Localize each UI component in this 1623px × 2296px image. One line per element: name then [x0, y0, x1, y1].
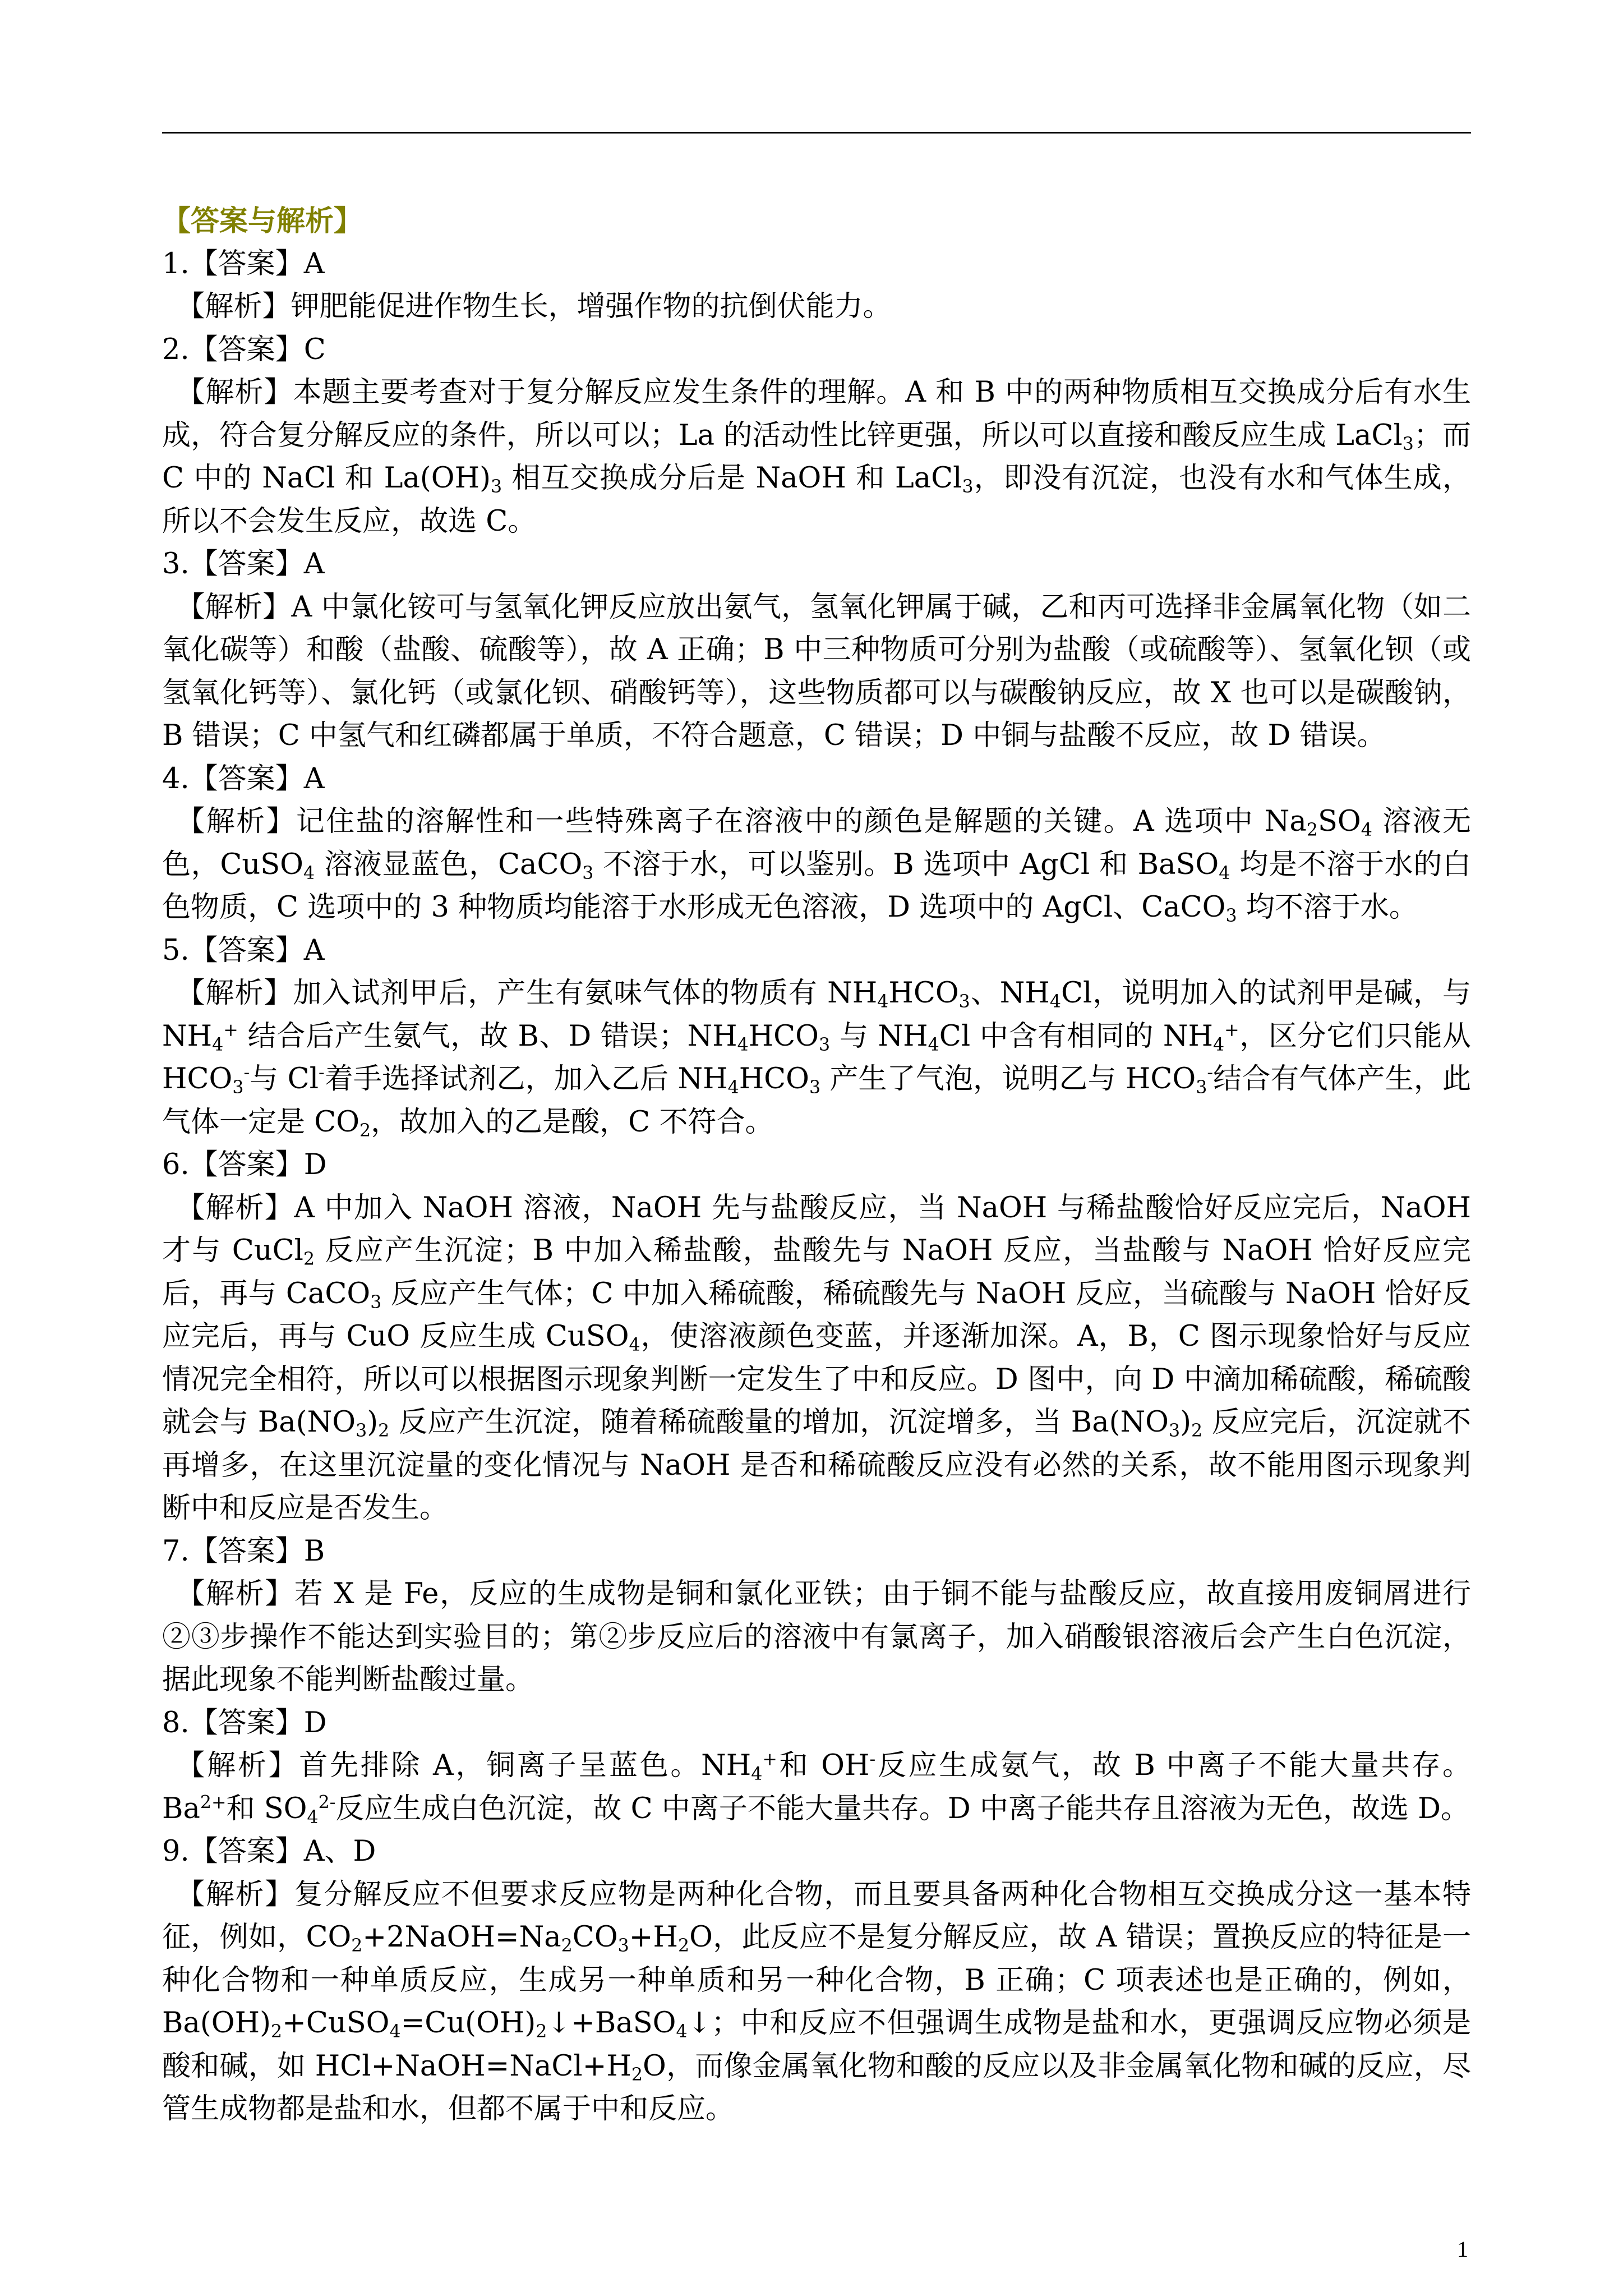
text-run: ↓+BaSO: [547, 2007, 676, 2040]
text-run: ↓；中和反应不但强调生成物是盐和水，更强调反应物必须是酸和碱，如 HCl+NaOH=NaCl+H: [162, 2007, 1471, 2083]
subscript: 4: [629, 1335, 640, 1355]
text-run: 均是不溶于水的白色物质，C 选项中的 3 种物质均能溶于水形成无色溶液，D 选项中的 AgCl、CaCO: [162, 848, 1471, 924]
text-run: ，故加入的乙是酸，C 不符合。: [371, 1105, 774, 1139]
text-run: ): [367, 1406, 379, 1439]
text-run: Cl，说明加入的试剂甲是碱，与 NH: [162, 977, 1471, 1053]
superscript: +: [762, 1749, 777, 1770]
text-run: HCO: [888, 977, 959, 1010]
subscript: 4: [676, 2021, 688, 2042]
answer-line: [162, 543, 1471, 586]
answer-item: [162, 930, 1471, 1144]
subscript: 3: [617, 1935, 629, 1956]
subscript: 2: [631, 2064, 643, 2085]
analysis-label: 【解析】: [176, 1191, 294, 1225]
subscript: 4: [389, 2021, 401, 2042]
page-number: 1: [1457, 2237, 1468, 2262]
text-run: 反应产生气体；C 中加入稀硫酸，稀硫酸先与 NaOH 反应，当硫酸与 NaOH 恰好反应完后，再与 CuO 反应生成 CuSO: [162, 1277, 1471, 1353]
text-run: HCO: [748, 1019, 819, 1053]
answer-label: 【答案】: [189, 933, 304, 967]
subscript: 4: [737, 1034, 749, 1055]
subscript: 3: [1225, 905, 1237, 926]
analysis-paragraph: [162, 1573, 1471, 1702]
analysis-label: 【解析】: [176, 805, 296, 838]
subscript: 3: [232, 1077, 244, 1098]
analysis-paragraph: [162, 800, 1471, 930]
answer-value: C: [303, 333, 326, 366]
analysis-label: 【解析】: [176, 376, 293, 409]
superscript: +: [1224, 1020, 1239, 1041]
subscript: 4: [751, 1764, 763, 1784]
text-run: +2NaOH=Na: [362, 1921, 561, 1954]
analysis-label: 【解析】: [176, 290, 291, 323]
analysis-label: 【解析】: [176, 1577, 294, 1611]
text-run: Cl 中含有相同的 NH: [939, 1019, 1214, 1053]
superscript: -: [1207, 1062, 1213, 1083]
text-run: A 中氯化铵可与氢氧化钾反应放出氨气，氢氧化钾属于碱，乙和丙可选择非金属氧化物（如二氧化碳等）和酸（盐酸、硫酸等），故 A 正确；B 中三种物质可分别为盐酸（或硫酸等）、氢氧化钡（或氢氧化钙等）、氯化钙（或氯化钡、硝酸钙等），这些物质都可以与碳酸钠反应，故 X 也可以是碳酸钠，B 错误；C 中氢气和红磷都属于单质，不符合题意，C 错误；D 中铜与盐酸不反应，故 D 错误。: [162, 590, 1471, 752]
subscript: 2: [270, 2021, 283, 2042]
subscript: 2: [1191, 1420, 1203, 1441]
subscript: 4: [303, 863, 315, 884]
subscript: 2: [536, 2021, 547, 2042]
answer-item: [162, 243, 1471, 329]
answer-label: 【答案】: [189, 1148, 304, 1181]
analysis-paragraph: [162, 1745, 1471, 1830]
analysis-paragraph: [162, 371, 1471, 543]
subscript: 2: [378, 1420, 390, 1441]
answer-label: 【答案】: [189, 547, 304, 581]
answer-line: [162, 1530, 1471, 1573]
answer-label: 【答案】: [189, 1706, 304, 1740]
section-title: 【答案与解析】: [162, 204, 363, 238]
subscript: 3: [1168, 1420, 1181, 1441]
subscript: 3: [582, 863, 594, 884]
answer-line: [162, 930, 1471, 973]
subscript: 3: [1196, 1077, 1207, 1098]
subscript: 2: [359, 1120, 371, 1141]
answer-line: [162, 1144, 1471, 1187]
text-run: 记住盐的溶解性和一些特殊离子在溶液中的颜色是解题的关键。A 选项中 Na: [296, 805, 1307, 838]
text-run: 结合有气体产生，此气体一定是 CO: [162, 1062, 1471, 1139]
analysis-paragraph: [162, 1187, 1471, 1530]
answer-label: 【答案】: [189, 1534, 304, 1568]
answer-value: A: [303, 762, 325, 795]
answer-line: [162, 243, 1471, 286]
answer-label: 【答案】: [189, 762, 304, 795]
subscript: 4: [877, 991, 889, 1012]
answer-section: [162, 200, 1471, 2131]
text-run: ，即没有沉淀，也没有水和气体生成，所以不会发生反应，故选 C。: [162, 462, 1471, 538]
answer-item: [162, 543, 1471, 758]
analysis-paragraph: [162, 586, 1471, 758]
item-number: 1.: [162, 247, 190, 280]
text-run: 反应产生沉淀；B 中加入稀盐酸，盐酸先与 NaOH 反应，当盐酸与 NaOH 恰好反应完后，再与 CaCO: [162, 1234, 1472, 1310]
text-run: 溶液无色，CuSO: [162, 805, 1471, 881]
text-run: 相互交换成分后是 NaOH 和 LaCl: [502, 462, 962, 495]
text-run: 和 SO: [226, 1792, 307, 1825]
subscript: 3: [819, 1034, 831, 1055]
answer-item: [162, 1830, 1471, 2131]
subscript: 2: [1306, 820, 1318, 840]
answer-value: A、D: [303, 1835, 376, 1868]
item-number: 3.: [162, 547, 190, 581]
text-run: 结合后产生氨气，故 B、D 错误；NH: [238, 1019, 737, 1053]
subscript: 4: [212, 1034, 224, 1055]
answer-label: 【答案】: [189, 333, 304, 366]
text-run: 反应完后，沉淀就不再增多，在这里沉淀量的变化情况与 NaOH 是否和稀硫酸反应没有必然的关系，故不能用图示现象判断中和反应是否发生。: [162, 1406, 1471, 1525]
answer-item: [162, 1702, 1471, 1831]
text-run: 、NH: [970, 977, 1050, 1010]
text-run: 若 X 是 Fe，反应的生成物是铜和氯化亚铁；由于铜不能与盐酸反应，故直接用废铜屑进行②③步操作不能达到实验目的；第②步反应后的溶液中有氯离子，加入硝酸银溶液后会产生白色沉淀，据此现象不能判断盐酸过量。: [162, 1577, 1471, 1696]
text-run: ；而 C 中的 NaCl 和 La(OH): [162, 418, 1471, 495]
answer-item: [162, 329, 1471, 544]
analysis-paragraph: [162, 972, 1471, 1144]
answer-label: 【答案】: [189, 1835, 304, 1868]
subscript: 3: [1402, 434, 1414, 454]
item-number: 8.: [162, 1706, 190, 1740]
subscript: 3: [356, 1420, 367, 1441]
text-run: 均不溶于水。: [1237, 891, 1418, 924]
text-run: A 中加入 NaOH 溶液，NaOH 先与盐酸反应，当 NaOH 与稀盐酸恰好反应完后，NaOH 才与 CuCl: [162, 1191, 1471, 1267]
superscript: 2-: [318, 1792, 336, 1813]
subscript: 4: [307, 1807, 319, 1828]
analysis-label: 【解析】: [176, 977, 293, 1010]
answer-value: D: [303, 1706, 327, 1740]
text-run: 与 NH: [830, 1019, 928, 1053]
text-run: 和 OH: [777, 1749, 870, 1782]
text-run: ，区分它们只能从 HCO: [162, 1019, 1471, 1096]
subscript: 2: [351, 1935, 363, 1956]
answer-list: [162, 243, 1471, 2131]
answer-value: A: [303, 933, 325, 967]
analysis-label: 【解析】: [176, 1749, 299, 1782]
text-run: ): [1180, 1406, 1192, 1439]
subscript: 3: [962, 476, 974, 497]
header-rule: [162, 132, 1471, 134]
subscript: 4: [1049, 991, 1061, 1012]
analysis-paragraph: [162, 286, 1471, 329]
text-run: 本题主要考查对于复分解反应发生条件的理解。A 和 B 中的两种物质相互交换成分后有水生成，符合复分解反应的条件，所以可以；La 的活动性比锌更强，所以可以直接和酸反应生成 LaCl: [162, 376, 1471, 452]
text-run: O，此反应不是复分解反应，故 A 错误；置换反应的特征是一种化合物和一种单质反应，生成另一种单质和另一种化合物，B 正确；C 项表述也是正确的，例如，Ba(OH): [162, 1921, 1471, 2040]
text-run: 首先排除 A，铜离子呈蓝色。NH: [299, 1749, 751, 1782]
answer-value: A: [303, 247, 325, 280]
superscript: -: [319, 1062, 325, 1083]
text-run: 着手选择试剂乙，加入乙后 NH: [324, 1062, 728, 1096]
subscript: 3: [958, 991, 970, 1012]
answer-line: [162, 758, 1471, 801]
item-number: 5.: [162, 933, 190, 967]
subscript: 4: [1213, 1034, 1225, 1055]
answer-value: A: [303, 547, 325, 581]
text-run: 复分解反应不但要求反应物是两种化合物，而且要具备两种化合物相互交换成分这一基本特征，例如，CO: [162, 1878, 1471, 1954]
text-run: 溶液显蓝色，CaCO: [315, 848, 583, 881]
subscript: 4: [1361, 820, 1372, 840]
item-number: 7.: [162, 1534, 190, 1568]
answer-line: [162, 1830, 1471, 1874]
superscript: -: [243, 1062, 250, 1083]
subscript: 2: [303, 1249, 315, 1269]
answer-label: 【答案】: [189, 247, 304, 280]
text-run: 反应生成氨气，故 B 中离子不能大量共存。Ba: [162, 1749, 1471, 1825]
text-run: +CuSO: [282, 2007, 390, 2040]
answer-item: [162, 1530, 1471, 1702]
text-run: HCO: [739, 1062, 809, 1096]
subscript: 2: [561, 1935, 573, 1956]
text-run: 与 Cl: [250, 1062, 319, 1096]
subscript: 4: [928, 1034, 939, 1055]
superscript: 2+: [200, 1792, 227, 1813]
analysis-label: 【解析】: [176, 590, 292, 624]
item-number: 2.: [162, 333, 190, 366]
text-run: 反应生成白色沉淀，故 C 中离子不能大量共存。D 中离子能共存且溶液为无色，故选 D。: [335, 1792, 1470, 1825]
subscript: 4: [727, 1077, 739, 1098]
text-run: 不溶于水，可以鉴别。B 选项中 AgCl 和 BaSO: [593, 848, 1219, 881]
answer-item: [162, 1144, 1471, 1530]
subscript: 4: [1219, 863, 1230, 884]
text-run: ，使溶液颜色变蓝，并逐渐加深。A，B，C 图示现象恰好与反应情况完全相符，所以可以根据图示现象判断一定发生了中和反应。D 图中，向 D 中滴加稀硫酸，稀硫酸就会与 Ba(NO: [162, 1320, 1472, 1439]
superscript: +: [223, 1020, 238, 1041]
text-run: 钾肥能促进作物生长，增强作物的抗倒伏能力。: [291, 290, 892, 323]
item-number: 9.: [162, 1835, 190, 1868]
subscript: 3: [490, 476, 502, 497]
answer-line: [162, 329, 1471, 372]
subscript: 2: [677, 1935, 690, 1956]
text-run: 产生了气泡，说明乙与 HCO: [820, 1062, 1196, 1096]
subscript: 3: [370, 1292, 382, 1313]
answer-line: [162, 1702, 1471, 1745]
answer-value: D: [303, 1148, 327, 1181]
text-run: O，而像金属氧化物和酸的反应以及非金属氧化物和碱的反应，尽管生成物都是盐和水，但都不属于中和反应。: [162, 2049, 1471, 2125]
text-run: +H: [629, 1921, 678, 1954]
text-run: =Cu(OH): [400, 2007, 536, 2040]
text-run: SO: [1317, 805, 1361, 838]
superscript: -: [869, 1749, 876, 1770]
answer-item: [162, 758, 1471, 930]
answer-value: B: [303, 1534, 325, 1568]
analysis-paragraph: [162, 1874, 1471, 2131]
item-number: 4.: [162, 762, 190, 795]
text-run: CO: [572, 1921, 618, 1954]
item-number: 6.: [162, 1148, 190, 1181]
text-run: 反应产生沉淀，随着稀硫酸量的增加，沉淀增多，当 Ba(NO: [389, 1406, 1169, 1439]
subscript: 3: [809, 1077, 821, 1098]
analysis-label: 【解析】: [176, 1878, 294, 1911]
text-run: 加入试剂甲后，产生有氨味气体的物质有 NH: [293, 977, 878, 1010]
